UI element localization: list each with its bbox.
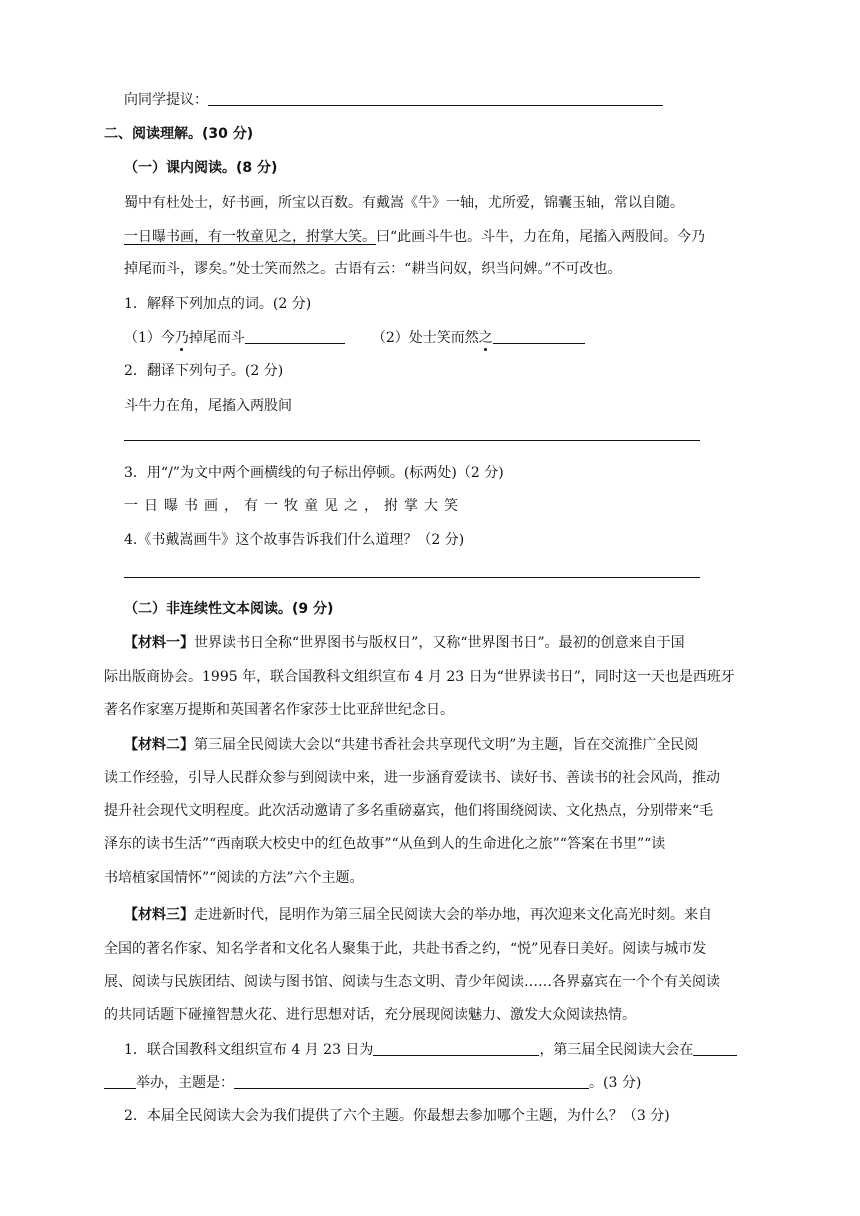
suggestion-label: 向同学提议：	[124, 92, 208, 108]
answer-line[interactable]	[124, 577, 700, 578]
material-3-line-2: 全国的著名作家、知名学者和文化名人聚集于此，共赴书香之约，“悦”见春日美好。阅读与城市发	[104, 941, 707, 957]
material-3-line-1	[124, 905, 712, 925]
item-1-text-end: 掉尾而斗	[188, 330, 245, 346]
suggestion-line	[124, 89, 663, 110]
pause-sentence: 一日曝书画，有一牧童见之，拊掌大笑	[124, 498, 464, 514]
passage-line-1: 蜀中有杜处士，好书画，所宝以百数。有戴嵩《牛》一轴，尤所爱，锦囊玉轴，常以自随。	[124, 195, 684, 211]
answer-blank[interactable]	[693, 1039, 737, 1056]
translate-sentence: 斗牛力在角，尾搐入两股间	[124, 398, 292, 414]
material-label: 【材料一】	[124, 635, 194, 651]
underlined-sentence: 一日曝书画，有一牧童见之，拊掌大笑。	[124, 229, 376, 245]
material-3-line-3: 展、阅读与民族团结、阅读与图书馆、阅读与生态文明、青少年阅读……各界嘉宾在一个个有关阅读	[104, 974, 720, 990]
question-2: 2．翻译下列句子。(2 分)	[124, 363, 284, 379]
part2-title: （二）非连续性文本阅读。(9 分)	[124, 601, 334, 617]
passage-line-2	[124, 227, 705, 247]
passage-line-3: 掉尾而斗，谬矣。”处士笑而然之。古语有云：“耕当问奴，织当问婢。”不可改也。	[124, 261, 622, 277]
material-2-line-2: 读工作经验，引导人民群众参与到阅读中来，进一步涵育爱读书、读好书、善读书的社会风尚，推动	[104, 770, 720, 786]
fill-question-text: ，第三届全民阅读大会在	[539, 1042, 694, 1058]
answer-blank[interactable]	[208, 89, 663, 106]
material-3-line-4: 的共同话题下碰撞智慧火花、进行思想对话，充分展现阅读魅力、激发大众阅读热情。	[104, 1007, 636, 1023]
material-text: 世界读书日全称“世界图书与版权日”，又称“世界图书日”。最初的创意来自于国	[194, 635, 685, 651]
material-2-line-4: 泽东的读书生活”“西南联大校史中的红色故事”“从鱼到人的生命进化之旅”“答案在书里”“读	[104, 836, 666, 852]
answer-blank[interactable]	[234, 1072, 589, 1089]
material-label: 【材料三】	[124, 907, 194, 923]
dotted-char: 之	[478, 330, 493, 346]
passage-text: 曰“此画斗牛也。斗牛，力在角，尾搐入两股间。今乃	[376, 229, 706, 245]
answer-line[interactable]	[124, 440, 700, 441]
item-1-text: （1）今	[124, 330, 175, 346]
answer-blank[interactable]	[104, 1072, 136, 1089]
question-3: 3．用“/”为文中两个画横线的句子标出停顿。(标两处)（2 分)	[124, 465, 504, 481]
material-1-line-3: 著名作家塞万提斯和英国著名作家莎士比亚辞世纪念日。	[104, 702, 454, 718]
answer-blank[interactable]	[245, 327, 345, 344]
fill-question-text: 1．联合国教科文组织宣布 4 月 23 日为	[124, 1042, 374, 1058]
fill-question-line-1	[124, 1039, 737, 1060]
material-text: 走进新时代，昆明作为第三届全民阅读大会的举办地，再次迎来文化高光时刻。来自	[194, 907, 712, 923]
item-2-text: （2）处士笑而然	[371, 330, 479, 346]
fill-question-text: 举办，主题是：	[136, 1075, 234, 1091]
material-label: 【材料二】	[124, 737, 194, 753]
question-2-part2: 2．本届全民阅读大会为我们提供了六个主题。你最想去参加哪个主题，为什么？（3 分)	[124, 1108, 670, 1124]
question-1-items	[124, 327, 585, 348]
section-title: 二、阅读理解。(30 分)	[104, 126, 254, 142]
material-text: 第三届全民阅读大会以“共建书香社会共享现代文明”为主题，旨在交流推广全民阅	[194, 737, 699, 753]
part1-title: （一）课内阅读。(8 分)	[124, 160, 278, 176]
answer-blank[interactable]	[493, 327, 585, 344]
question-4: 4.《书戴嵩画牛》这个故事告诉我们什么道理？（2 分)	[124, 532, 465, 548]
fill-question-line-2	[104, 1072, 641, 1093]
material-2-line-1	[124, 735, 698, 755]
material-2-line-5: 书培植家国情怀”“阅读的方法”六个主题。	[104, 870, 364, 886]
fill-question-text: 。(3 分)	[589, 1075, 642, 1091]
question-1: 1．解释下列加点的词。(2 分)	[124, 296, 312, 312]
material-2-line-3: 提升社会现代文明程度。此次活动邀请了多名重磅嘉宾，他们将围绕阅读、文化热点，分别带来“毛	[104, 803, 714, 819]
material-1-line-1	[124, 633, 685, 653]
dotted-char: 乃	[174, 330, 189, 346]
answer-blank[interactable]	[373, 1039, 539, 1056]
material-1-line-2: 际出版商协会。1995 年，联合国教科文组织宣布 4 月 23 日为“世界读书日”，同时这一天也是西班牙	[104, 669, 735, 685]
